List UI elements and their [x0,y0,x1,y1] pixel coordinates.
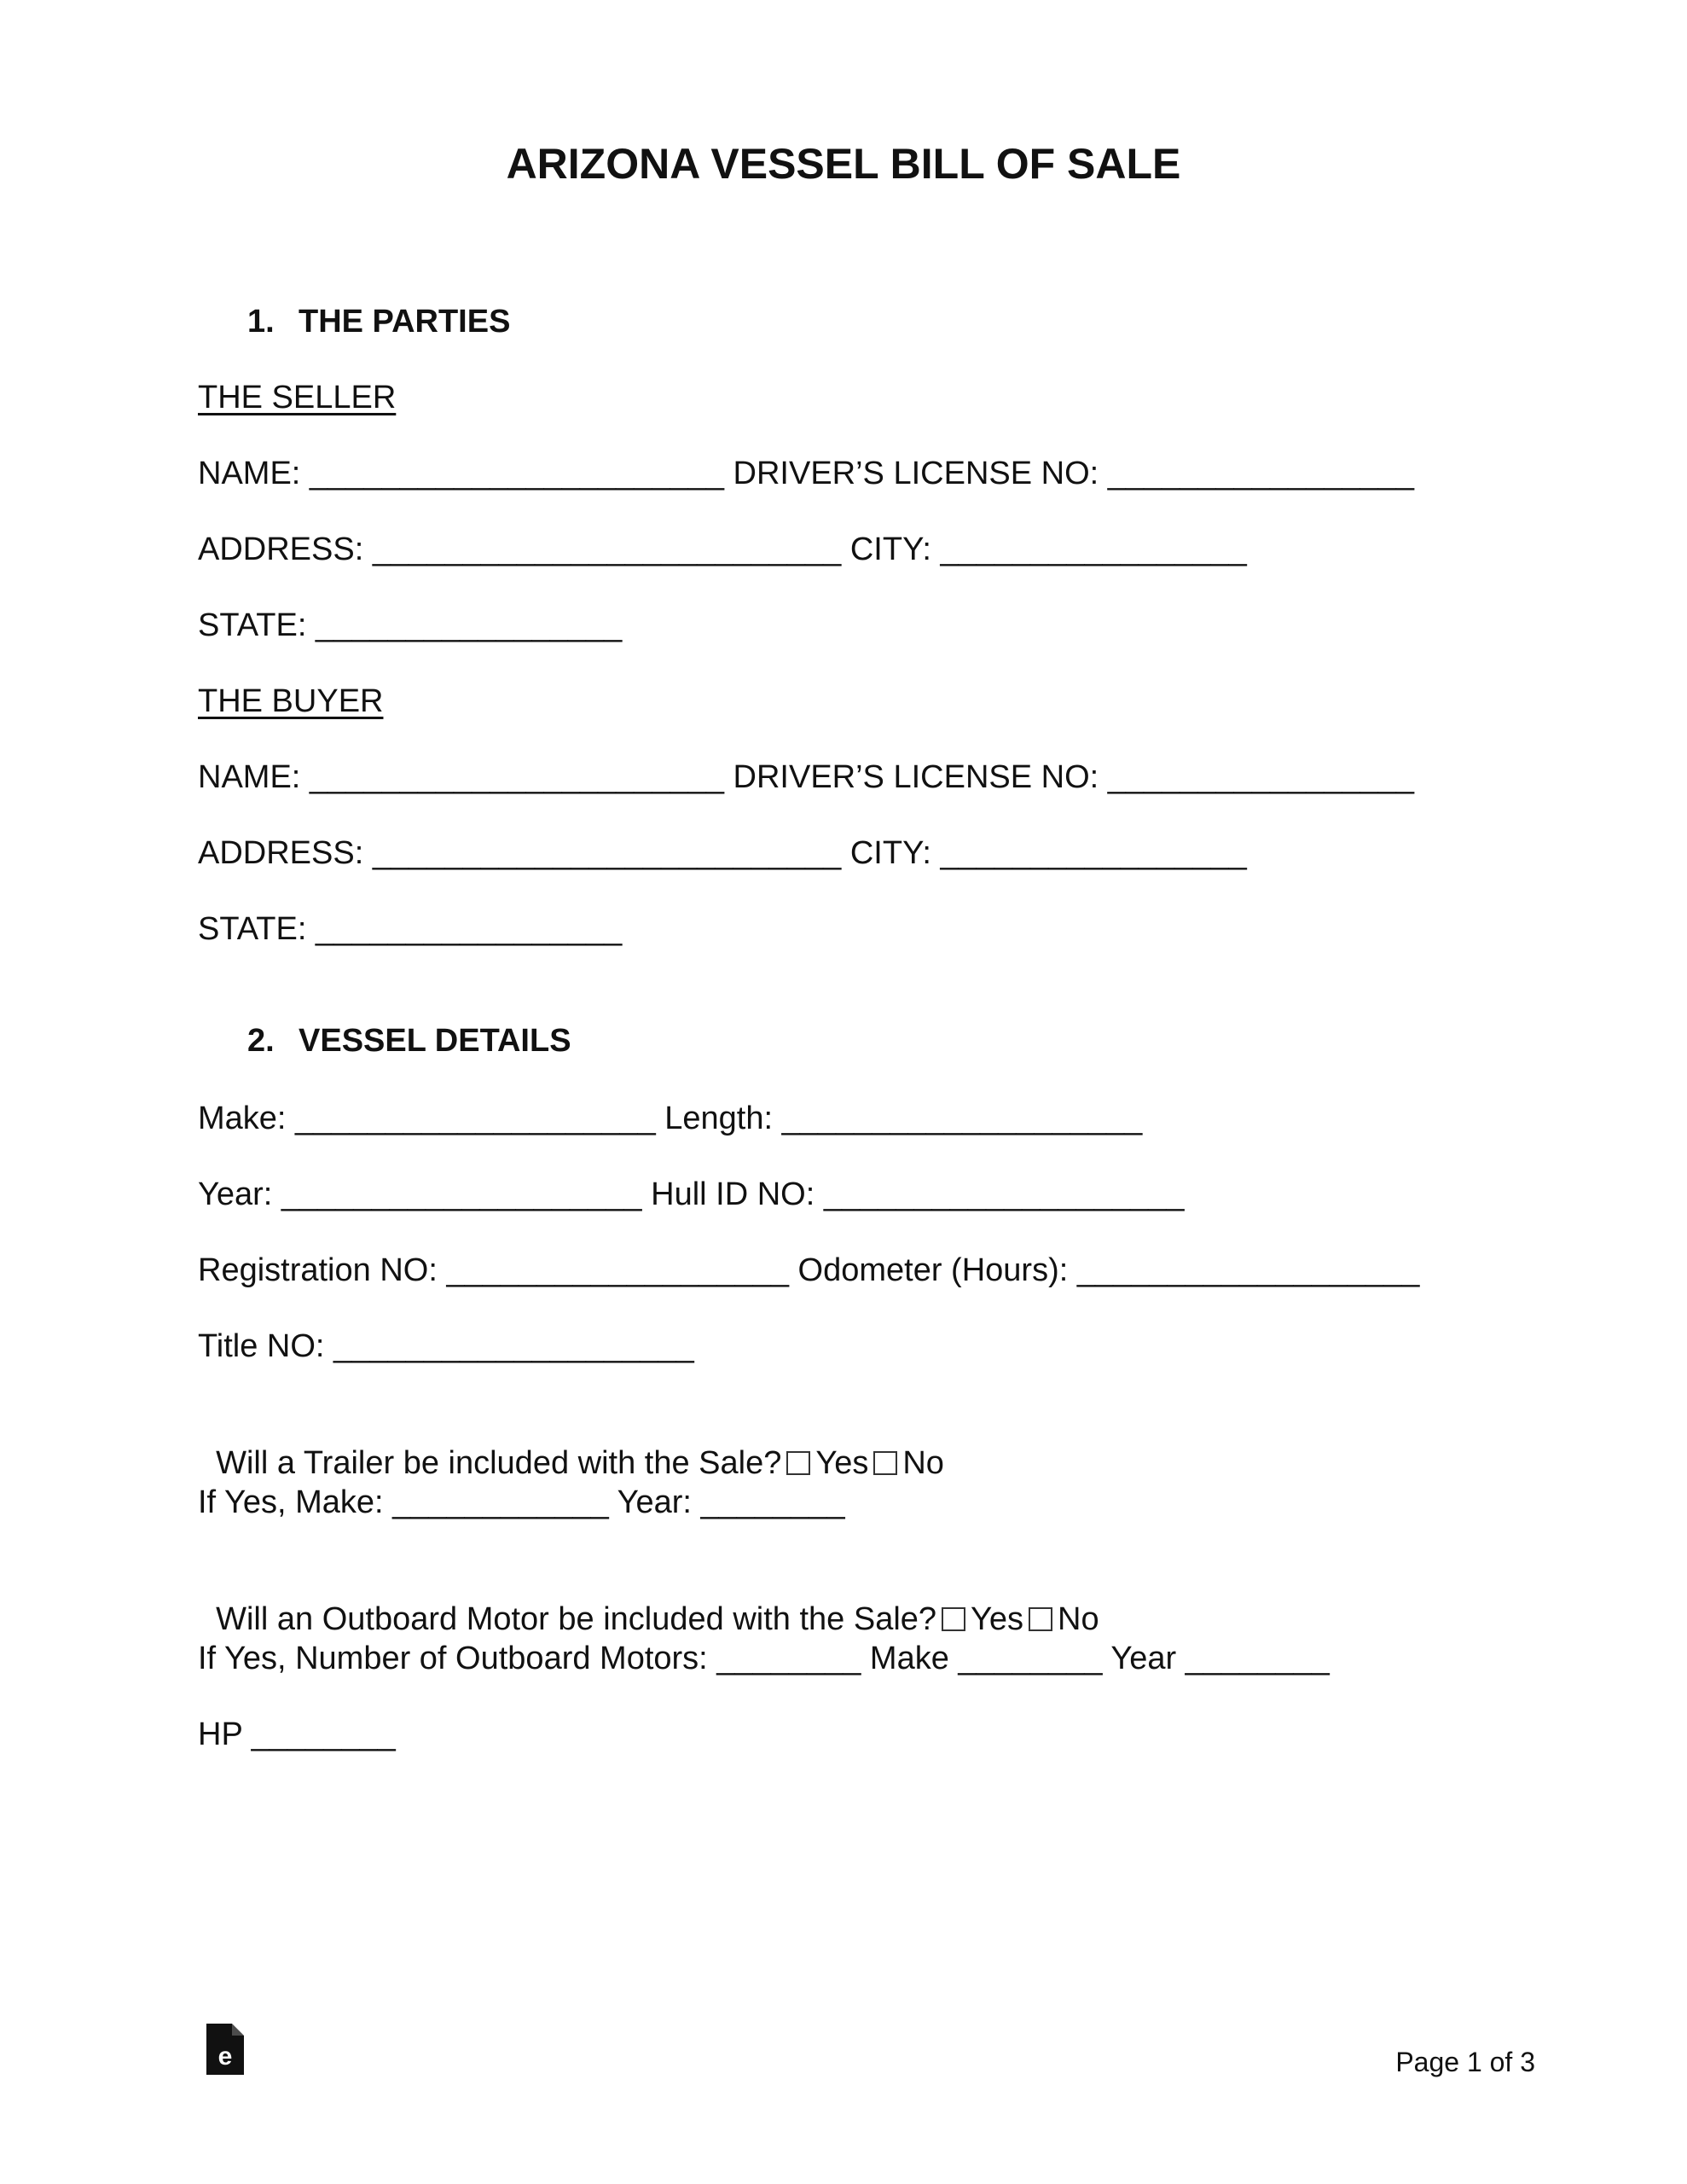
seller-address-field[interactable]: ADDRESS: __________________________ CITY: _________________ [198,531,1247,567]
trailer-yes-label: Yes [815,1445,869,1481]
motor-no-label: No [1058,1601,1099,1637]
seller-name-field[interactable]: NAME: _______________________ DRIVER’S LICENSE NO: _________________ [198,456,1415,491]
trailer-details-field[interactable]: If Yes, Make: ____________ Year: ________ [198,1484,845,1520]
motor-yes-label: Yes [971,1601,1024,1637]
section-parties-heading [247,302,510,341]
trailer-no-label: No [902,1445,944,1481]
section-vessel-heading [247,1021,571,1060]
buyer-name-field[interactable]: NAME: _______________________ DRIVER’S LICENSE NO: _________________ [198,759,1415,795]
motor-question: Will an Outboard Motor be included with the Sale? [216,1601,937,1637]
trailer-question-row [198,1404,944,1483]
motor-yes-checkbox[interactable] [942,1607,965,1631]
document-title: ARIZONA VESSEL BILL OF SALE [506,140,1181,188]
section-title: VESSEL DETAILS [299,1023,571,1059]
trailer-yes-checkbox[interactable] [786,1451,810,1475]
section-number: 2. [247,1023,275,1059]
section-title: THE PARTIES [299,304,511,340]
motor-question-row [198,1560,1099,1639]
motor-no-checkbox[interactable] [1029,1607,1052,1631]
vessel-registration-odometer-field[interactable]: Registration NO: ___________________ Odometer (Hours): ___________________ [198,1252,1420,1288]
vessel-title-field[interactable]: Title NO: ____________________ [198,1328,694,1364]
buyer-heading: THE BUYER [198,683,384,719]
page-number: Page 1 of 3 [1395,2047,1535,2077]
seller-heading: THE SELLER [198,380,397,415]
hp-field[interactable]: HP ________ [198,1716,396,1752]
buyer-state-field[interactable]: STATE: _________________ [198,911,623,947]
motor-details-field[interactable]: If Yes, Number of Outboard Motors: ________ Make ________ Year ________ [198,1641,1330,1676]
buyer-address-field[interactable]: ADDRESS: __________________________ CITY: _________________ [198,835,1247,871]
section-number: 1. [247,304,275,340]
vessel-make-length-field[interactable]: Make: ____________________ Length: ____________________ [198,1101,1143,1136]
trailer-question: Will a Trailer be included with the Sale? [216,1445,782,1481]
trailer-no-checkbox[interactable] [873,1451,897,1475]
eforms-logo-icon [205,2022,246,2077]
seller-state-field[interactable]: STATE: _________________ [198,607,623,643]
svg-text:e: e [217,2042,233,2071]
vessel-year-hull-field[interactable]: Year: ____________________ Hull ID NO: ____________________ [198,1176,1185,1212]
